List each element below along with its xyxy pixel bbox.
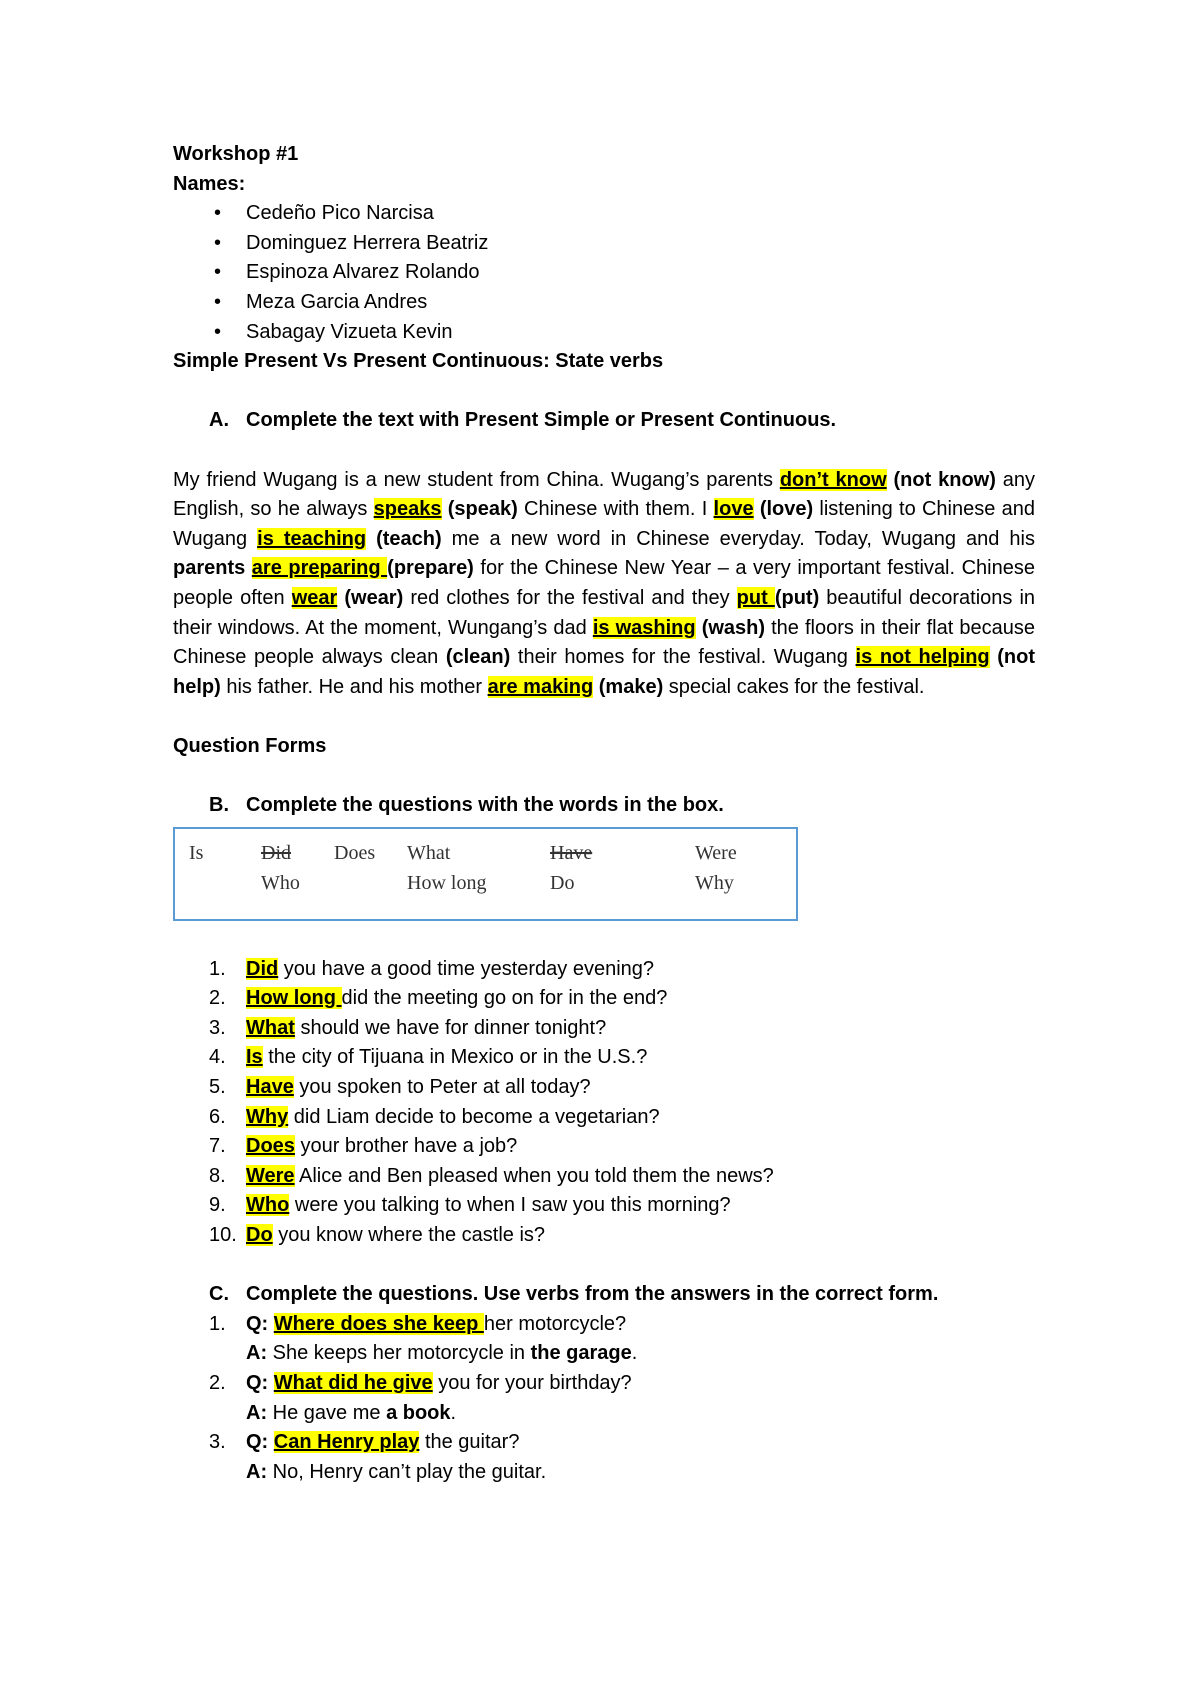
word-how-long: How long <box>407 871 487 894</box>
question-line <box>173 1369 1035 1399</box>
name-item: • Sabagay Vizueta Kevin <box>173 318 1035 348</box>
question-number: 1. <box>209 1312 226 1335</box>
answer-highlight: is washing <box>592 616 696 639</box>
answer-line <box>173 1399 1035 1429</box>
verb-hint: (speak) <box>441 498 518 521</box>
text-run: me a new word in Chinese everyday. Today, Wugang and his <box>441 527 1036 550</box>
question-text: Alice and Ben pleased when you told them the news? <box>294 1164 774 1187</box>
q-label: Q: <box>246 1312 269 1335</box>
answer-end: . <box>631 1342 638 1365</box>
answer-highlight: Have <box>246 1076 294 1099</box>
answer-highlight: Why <box>246 1105 289 1128</box>
text-run: listening to Chinese and Wugang <box>173 498 1035 550</box>
question-item <box>173 984 1035 1014</box>
answer-highlight: How long <box>246 987 342 1010</box>
a-label: A: <box>246 1460 268 1483</box>
answer-highlight: What <box>246 1016 295 1039</box>
verb-hint: (clean) <box>445 646 511 669</box>
answer-highlight: wear <box>291 586 338 609</box>
question-text: you know where the castle is? <box>272 1224 546 1246</box>
question-item <box>173 1132 1035 1162</box>
word-box <box>173 827 798 921</box>
answer-bold: the garage <box>530 1342 632 1365</box>
verb-hint: (put) <box>774 586 820 609</box>
question-number: 6. <box>209 1105 226 1128</box>
question-number: 3. <box>209 1431 226 1454</box>
question-item <box>173 1073 1035 1103</box>
answer-end: . <box>450 1401 457 1424</box>
text-run: his father. He and his mother <box>220 675 488 698</box>
question-item <box>173 1014 1035 1044</box>
question-item <box>173 1162 1035 1192</box>
word-does: Does <box>334 841 376 864</box>
name-item: • Cedeño Pico Narcisa <box>173 199 1035 229</box>
answer-highlight: is not helping <box>855 646 990 669</box>
verb-hint: (teach) <box>366 527 442 550</box>
answer-bold: a book <box>386 1401 451 1424</box>
answer-highlight: Who <box>246 1194 290 1217</box>
name-item: • Espinoza Alvarez Rolando <box>173 258 1035 288</box>
question-number: 5. <box>209 1076 226 1099</box>
answer-highlight: love <box>713 498 754 521</box>
a-label: A: <box>246 1342 268 1365</box>
text-run: the floors in their flat because Chinese people always clean <box>173 616 1035 669</box>
question-line <box>173 1428 1035 1458</box>
verb-hint: (wash) <box>695 616 766 639</box>
answer-text: No, Henry can’t play the guitar. <box>267 1460 547 1483</box>
answer-highlight: What did he give <box>273 1371 433 1394</box>
question-number: 10. <box>209 1224 237 1246</box>
word-is: Is <box>189 841 204 864</box>
section-c-heading <box>173 1280 1035 1310</box>
text-run: Chinese with them. I <box>517 498 714 521</box>
word-do: Do <box>550 871 575 894</box>
q-label: Q: <box>246 1371 269 1394</box>
name-item: • Meza Garcia Andres <box>173 288 1035 318</box>
question-text: her motorcycle? <box>483 1312 627 1335</box>
verb-hint: (not help) <box>173 646 1036 698</box>
section-label: B. <box>209 794 229 817</box>
section-instruction: Complete the text with Present Simple or Present Continuous. <box>246 409 837 432</box>
question-number: 3. <box>209 1016 226 1039</box>
question-item <box>173 1103 1035 1133</box>
worksheet <box>173 140 1035 1487</box>
question-text: you spoken to Peter at all today? <box>293 1076 591 1099</box>
word-who: Who <box>261 871 300 894</box>
word-what: What <box>407 841 451 864</box>
question-line <box>173 1310 1035 1340</box>
question-text: should we have for dinner tonight? <box>294 1016 607 1039</box>
text-run: any English, so he always <box>173 468 1035 521</box>
section-instruction: Complete the questions. Use verbs from the answers in the correct form. <box>246 1283 939 1306</box>
answer-line <box>173 1458 1035 1488</box>
answer-highlight: put <box>736 586 775 609</box>
topic-heading: Simple Present Vs Present Continuous: State verbs <box>173 350 664 373</box>
text-run: for the Chinese New Year – a very important festival. Chinese people often <box>173 557 1035 609</box>
section-b-heading <box>173 791 1035 821</box>
answer-highlight: speaks <box>373 498 442 521</box>
a-label: A: <box>246 1401 268 1424</box>
verb-hint: (make) <box>593 675 664 698</box>
question-text: you for your birthday? <box>432 1371 632 1394</box>
question-number: 2. <box>209 987 226 1010</box>
text-run: special cakes for the festival. <box>663 675 925 698</box>
answer-highlight: Does <box>246 1135 295 1158</box>
section-label: A. <box>209 409 229 432</box>
name-item: • Dominguez Herrera Beatriz <box>173 229 1035 259</box>
exercise-paragraph <box>173 466 1035 703</box>
question-text: your brother have a job? <box>294 1135 518 1158</box>
answer-text: He gave me <box>267 1401 387 1424</box>
answer-highlight: is teaching <box>257 527 367 550</box>
word-did: Did <box>261 841 291 864</box>
answer-line <box>173 1339 1035 1369</box>
verb-hint: (not know) <box>886 468 996 491</box>
text-run: My friend Wugang is a new student from China. Wugang’s parents <box>173 468 780 491</box>
question-text: did Liam decide to become a vegetarian? <box>288 1105 660 1128</box>
word-why: Why <box>695 871 734 894</box>
text-run: their homes for the festival. Wugang <box>510 646 856 669</box>
answer-highlight: are preparing <box>251 557 388 580</box>
verb-hint: (love) <box>753 498 814 521</box>
question-forms-heading: Question Forms <box>173 734 327 757</box>
question-number: 8. <box>209 1164 226 1187</box>
word-have: Have <box>550 841 593 864</box>
q-label: Q: <box>246 1431 269 1454</box>
question-text: were you talking to when I saw you this morning? <box>289 1194 731 1217</box>
question-item <box>173 955 1035 985</box>
question-item <box>173 1043 1035 1073</box>
answer-highlight: Where does she keep <box>273 1312 484 1335</box>
question-number: 7. <box>209 1135 226 1158</box>
section-label: C. <box>209 1283 229 1306</box>
question-number: 4. <box>209 1046 226 1069</box>
text-run: red clothes for the festival and they <box>403 586 737 609</box>
section-instruction: Complete the questions with the words in the box. <box>246 794 724 817</box>
text-run: beautiful decorations in their windows. At the moment, Wungang’s dad <box>173 586 1036 639</box>
answer-highlight: are making <box>487 675 594 698</box>
page-title: Workshop #1 <box>173 143 299 165</box>
question-text: the guitar? <box>419 1431 520 1454</box>
question-text: you have a good time yesterday evening? <box>278 957 655 980</box>
answer-highlight: don’t know <box>779 468 887 491</box>
question-text: did the meeting go on for in the end? <box>341 987 668 1010</box>
verb-hint: parents <box>173 557 246 580</box>
text-run <box>245 557 252 579</box>
question-text: the city of Tijuana in Mexico or in the U.S.? <box>262 1046 648 1069</box>
answer-highlight: Is <box>246 1046 263 1069</box>
names-label: Names: <box>173 172 246 195</box>
answer-highlight: Do <box>246 1224 273 1246</box>
answer-highlight: Did <box>246 957 279 980</box>
question-number: 2. <box>209 1371 226 1394</box>
answer-highlight: Were <box>246 1164 295 1187</box>
verb-hint: (prepare) <box>387 557 474 580</box>
word-were: Were <box>695 841 737 864</box>
question-item <box>173 1221 1035 1251</box>
questions-c-list <box>173 1310 1035 1488</box>
section-a-heading <box>173 406 1035 436</box>
answer-text: She keeps her motorcycle in <box>267 1342 531 1365</box>
question-number: 1. <box>209 957 226 980</box>
verb-hint: (wear) <box>337 586 404 609</box>
names-list <box>173 199 1035 347</box>
answer-highlight: Can Henry play <box>273 1431 420 1454</box>
question-number: 9. <box>209 1194 226 1217</box>
questions-b-list <box>173 955 1035 1251</box>
question-item <box>173 1191 1035 1221</box>
